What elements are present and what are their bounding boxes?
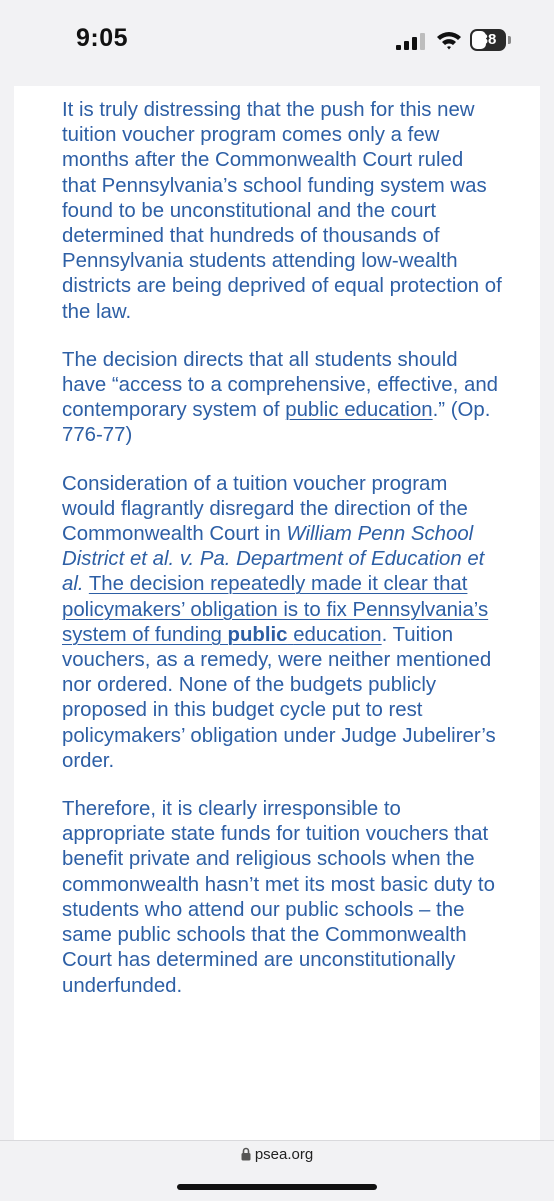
wifi-icon <box>436 30 462 50</box>
decision-link-bold-text: public <box>227 623 288 646</box>
public-education-link[interactable]: public education <box>285 399 433 422</box>
citation-text: .” (Op. 776-77) <box>62 399 491 447</box>
status-time: 9:05 <box>76 24 129 52</box>
decision-link-end-text: education <box>293 623 382 646</box>
home-indicator[interactable] <box>177 1184 377 1190</box>
battery-level: 38 <box>479 31 497 48</box>
web-page-content[interactable] <box>14 86 540 1140</box>
paragraph-voucher-tail: . Tuition vouchers, as a remedy, were neither mentioned nor ordered. None of the budgets publicly proposed in this budget cycle put to rest policymakers’ obligation under Judge Jubelirer’s order. <box>62 623 496 772</box>
paragraph-voucher-consideration <box>62 472 502 774</box>
paragraph-irresponsible-text: Therefore, it is clearly irresponsible to appropriate state funds for tuition vouchers that benefit private and religious schools when the commonwealth hasn’t met its most basic duty to students who attend our public schools – the same public schools that the Commonwealth Court has determined are unconstitutionally underfunded. <box>62 798 495 997</box>
decision-link-text: The decision repeatedly made it clear that policymakers’ obligation is to fix Pennsylvania’s system of funding <box>62 573 489 646</box>
url-text: psea.org <box>254 1146 314 1163</box>
article-body <box>62 98 502 1022</box>
paragraph-court-ruling-text: It is truly distressing that the push for this new tuition voucher program comes only a few months after the Commonwealth Court ruled that Pennsylvania’s school funding system was found to be unconstitutional and the court determined that hundreds of thousands of Pennsylvania students attending low-wealth districts are being deprived of equal protection of the law. <box>62 99 502 323</box>
lock-icon <box>241 1147 251 1161</box>
case-name: William Penn School District et al. v. Pa. Department of Education et al. <box>62 523 485 596</box>
url-display[interactable] <box>0 1146 554 1163</box>
paragraph-court-ruling <box>62 98 502 325</box>
paragraph-voucher-text: Consideration of a tuition voucher program would flagrantly disregard the direction of the Commonwealth Court in <box>62 472 468 546</box>
paragraph-decision-text: The decision directs that all students should have “access to a comprehensive, effective, and contemporary system of <box>62 348 498 422</box>
status-bar <box>0 0 554 86</box>
battery-icon <box>470 29 512 51</box>
paragraph-irresponsible <box>62 797 502 999</box>
cellular-signal-icon <box>396 33 426 50</box>
paragraph-decision-directs <box>62 348 502 449</box>
browser-address-bar[interactable] <box>0 1140 554 1201</box>
